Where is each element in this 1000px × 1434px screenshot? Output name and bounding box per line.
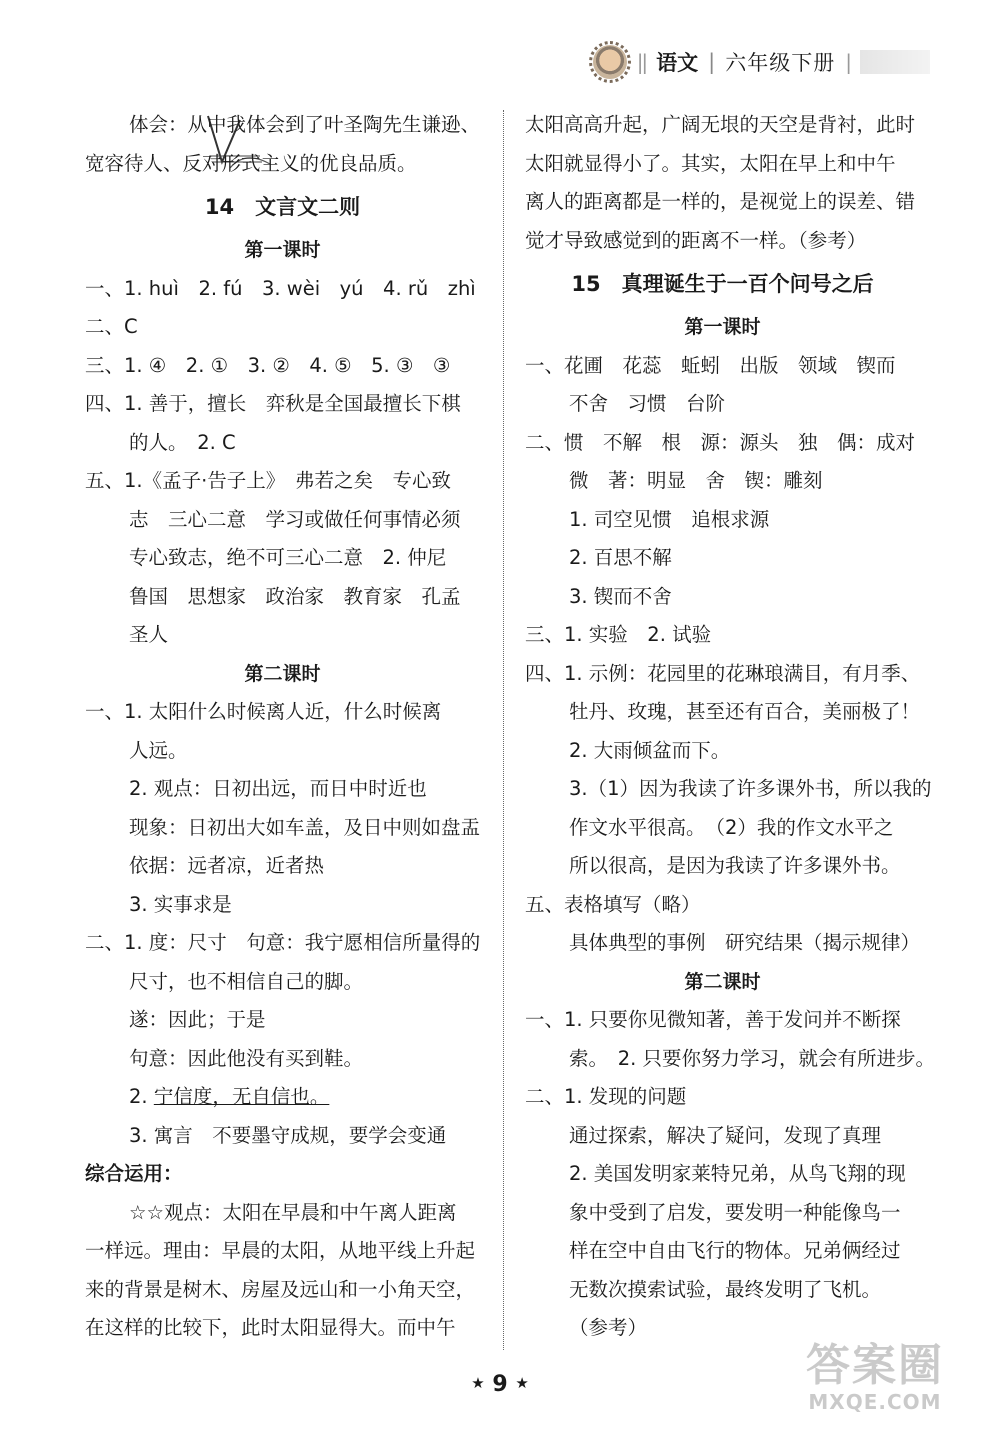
answer-line — [85, 616, 480, 655]
answer-text: 通过探索，解决了疑问，发现了真理 — [569, 1123, 882, 1147]
answer-line — [85, 809, 480, 848]
answer-line — [525, 578, 920, 617]
answer-text: 尺寸，也不相信自己的脚。 — [129, 969, 364, 993]
answer-text: 专心致志，绝不可三心二意 2. 仲尼 — [129, 546, 447, 569]
lesson-title — [85, 183, 480, 231]
section-heading — [85, 231, 480, 270]
answer-line — [525, 222, 920, 261]
column-divider — [503, 110, 504, 1350]
answer-text: 第一课时 — [684, 316, 761, 338]
star-icon: ★ — [515, 1374, 529, 1392]
answer-text: 觉才导致感觉到的距离不一样。（参考） — [525, 228, 867, 252]
answer-line — [85, 770, 480, 809]
divider-bars-icon: || — [636, 50, 647, 74]
answer-text: 1. 司空见惯 追根求源 — [569, 507, 770, 531]
answer-text: 句意：因此他没有买到鞋。 — [129, 1046, 364, 1070]
answer-line — [85, 1117, 480, 1156]
answer-text: 第二课时 — [244, 662, 321, 685]
star-icon: ★ — [471, 1374, 485, 1392]
answer-line — [85, 106, 480, 145]
answer-line — [85, 578, 480, 617]
answer-text: 在这样的比较下，此时太阳显得大。而中午 — [85, 1316, 456, 1339]
page-header — [593, 42, 930, 82]
answer-text: 具体典型的事例 研究结果（揭示规律） — [569, 931, 921, 954]
answer-line — [85, 1271, 480, 1310]
answer-text: 五、表格填写（略） — [525, 892, 701, 916]
answer-text: 鲁国 思想家 政治家 教育家 孔孟 — [129, 584, 461, 608]
answer-text: 无数次摸索试验，最终发明了飞机。 — [569, 1277, 882, 1301]
answer-line — [85, 847, 480, 886]
answer-line — [525, 1001, 920, 1040]
answer-text: 2. 观点：日初出远，而日中时近也 — [129, 777, 427, 800]
answer-text: 人远。 — [129, 738, 188, 762]
answer-line — [525, 462, 920, 501]
answer-text: 一、1. 太阳什么时候离人近，什么时候离 — [85, 700, 442, 723]
section-heading — [85, 655, 480, 694]
answer-text: 3. 寓言 不要墨守成规，要学会变通 — [129, 1123, 447, 1147]
answer-line — [85, 1078, 480, 1117]
answer-line — [525, 347, 920, 386]
answer-line — [525, 424, 920, 463]
answer-text: 一、花圃 花蕊 蚯蚓 出版 领域 锲而 — [525, 353, 896, 377]
page-number: 9 — [492, 1372, 508, 1397]
answer-text: 四、1. 示例：花园里的花琳琅满目，有月季、 — [525, 661, 921, 685]
answer-line — [85, 145, 480, 184]
book-logo-icon — [593, 45, 627, 79]
answer-line — [85, 1194, 480, 1233]
underlined-answer: 宁信度，无自信也。 — [153, 1085, 330, 1108]
answer-line — [85, 924, 480, 963]
answer-line — [525, 732, 920, 771]
answer-text: 一、1. huì 2. fú 3. wèi yú 4. rǔ zhì — [85, 276, 476, 300]
watermark-text: 答案圈 — [806, 1340, 944, 1391]
answer-line — [525, 539, 920, 578]
answer-line — [85, 308, 480, 347]
answer-text: 2. 百思不解 — [569, 546, 672, 569]
grade-label: 六年级下册 — [725, 51, 836, 75]
answer-text: 3.（1）因为我读了许多课外书，所以我的 — [569, 777, 932, 800]
answer-text: 四、1. 善于，擅长 弈秋是全国最擅长下棋 — [85, 392, 461, 415]
answer-line — [525, 1117, 920, 1156]
answer-text: 2. — [129, 1085, 154, 1108]
answer-line — [525, 886, 920, 925]
answer-line — [525, 145, 920, 184]
answer-line — [525, 183, 920, 222]
answer-line — [85, 1232, 480, 1271]
answer-text: 3. 实事求是 — [129, 892, 232, 916]
answer-text: 综合运用： — [85, 1162, 183, 1185]
answer-text: 象中受到了启发，要发明一种能像鸟一 — [569, 1200, 901, 1224]
answer-line — [525, 655, 920, 694]
answer-text: 二、惯 不解 根 源：源头 独 偶：成对 — [525, 430, 916, 454]
answer-line — [525, 1194, 920, 1233]
answer-line — [85, 1001, 480, 1040]
answer-line — [85, 270, 480, 309]
answer-line — [85, 1155, 480, 1194]
answer-text: 二、1. 度：尺寸 句意：我宁愿相信所量得的 — [85, 931, 481, 954]
answer-text: 太阳就显得小了。其实，太阳在早上和中午 — [525, 151, 896, 175]
lesson-title — [525, 260, 920, 308]
answer-line — [525, 1155, 920, 1194]
watermark-logo — [780, 1342, 970, 1422]
right-column — [525, 106, 936, 1348]
answer-line — [525, 1271, 920, 1310]
answer-text: 不舍 习惯 台阶 — [569, 392, 726, 415]
section-heading — [525, 963, 920, 1002]
answer-line — [85, 539, 480, 578]
answer-text: 样在空中自由飞行的物体。兄弟俩经过 — [569, 1239, 901, 1262]
answer-line — [525, 847, 920, 886]
answer-line — [85, 1040, 480, 1079]
answer-text: 依据：远者凉，近者热 — [129, 854, 325, 877]
answer-text: 14 文言文二则 — [204, 195, 361, 219]
answer-text: 第一课时 — [244, 239, 321, 261]
answer-text: 三、1. ④ 2. ① 3. ② 4. ⑤ 5. ③ ③ — [85, 353, 451, 377]
answer-line — [525, 385, 920, 424]
answer-text: （参考） — [569, 1316, 648, 1339]
answer-line — [85, 424, 480, 463]
answer-line — [85, 347, 480, 386]
watermark-url: MXQE.COM — [808, 1390, 942, 1414]
answer-text: 索。 2. 只要你努力学习，就会有所进步。 — [569, 1046, 936, 1070]
answer-text: 3. 锲而不舍 — [569, 584, 672, 608]
section-heading — [525, 308, 920, 347]
answer-text: 圣人 — [129, 623, 169, 646]
answer-text: 来的背景是树木、房屋及远山和一小角天空， — [85, 1277, 476, 1301]
answer-text: 离人的距离都是一样的，是视觉上的误差、错 — [525, 190, 916, 213]
answer-text: 三、1. 实验 2. 试验 — [525, 623, 712, 646]
answer-text: 五、1.《孟子·告子上》 弗若之矣 专心致 — [85, 469, 452, 492]
answer-text: ☆☆观点：太阳在早晨和中午离人距离 — [129, 1200, 457, 1224]
answer-text: 遂：因此；于是 — [129, 1008, 266, 1031]
answer-text: 宽容待人、反对形式主义的优良品质。 — [85, 151, 417, 175]
answer-line — [525, 693, 920, 732]
answer-line — [525, 616, 920, 655]
answer-line — [525, 924, 920, 963]
answer-line — [525, 106, 920, 145]
answer-line — [85, 385, 480, 424]
answer-text: 微 著：明显 舍 锲：雕刻 — [569, 469, 823, 492]
answer-text: 一样远。理由：早晨的太阳，从地平线上升起 — [85, 1239, 476, 1262]
answer-line — [525, 1232, 920, 1271]
answer-line — [525, 770, 932, 809]
answer-line — [85, 693, 480, 732]
answer-text: 第二课时 — [684, 970, 761, 993]
answer-line — [85, 886, 480, 925]
header-shade-block — [860, 50, 930, 74]
answer-text: 一、1. 只要你见微知著，善于发问并不断探 — [525, 1008, 901, 1031]
answer-line — [525, 809, 920, 848]
answer-line — [525, 1040, 936, 1079]
answer-text: 牡丹、玫瑰，甚至还有百合，美丽极了！ — [569, 700, 921, 723]
answer-line — [85, 462, 480, 501]
answer-text: 二、1. 发现的问题 — [525, 1085, 687, 1108]
answer-text: 15 真理诞生于一百个问号之后 — [571, 272, 874, 296]
answer-text: 2. 大雨倾盆而下。 — [569, 738, 731, 762]
answer-text: 现象：日初出大如车盖，及日中则如盘盂 — [129, 815, 481, 839]
answer-text: 的人。 2. C — [129, 430, 236, 454]
answer-line — [85, 732, 480, 771]
answer-text: 体会：从中我体会到了叶圣陶先生谦逊、 — [129, 113, 481, 136]
answer-text: 志 三心二意 学习或做任何事情必须 — [129, 507, 461, 531]
separator-icon: | — [708, 50, 716, 74]
answer-line — [525, 501, 920, 540]
answer-line — [85, 963, 480, 1002]
answer-line — [525, 1078, 920, 1117]
answer-text: 2. 美国发明家莱特兄弟，从鸟飞翔的现 — [569, 1162, 906, 1185]
subject-label: 语文 — [656, 51, 699, 75]
left-column — [85, 106, 480, 1348]
answer-line — [85, 1309, 480, 1348]
answer-text: 所以很高，是因为我读了许多课外书。 — [569, 854, 901, 877]
divider-bars-icon: | — [845, 50, 850, 74]
answer-text: 二、C — [85, 315, 138, 338]
answer-text: 太阳高高升起，广阔无垠的天空是背衬，此时 — [525, 113, 916, 136]
answer-text: 作文水平很高。 （2）我的作文水平之 — [569, 815, 894, 839]
answer-line — [85, 501, 480, 540]
